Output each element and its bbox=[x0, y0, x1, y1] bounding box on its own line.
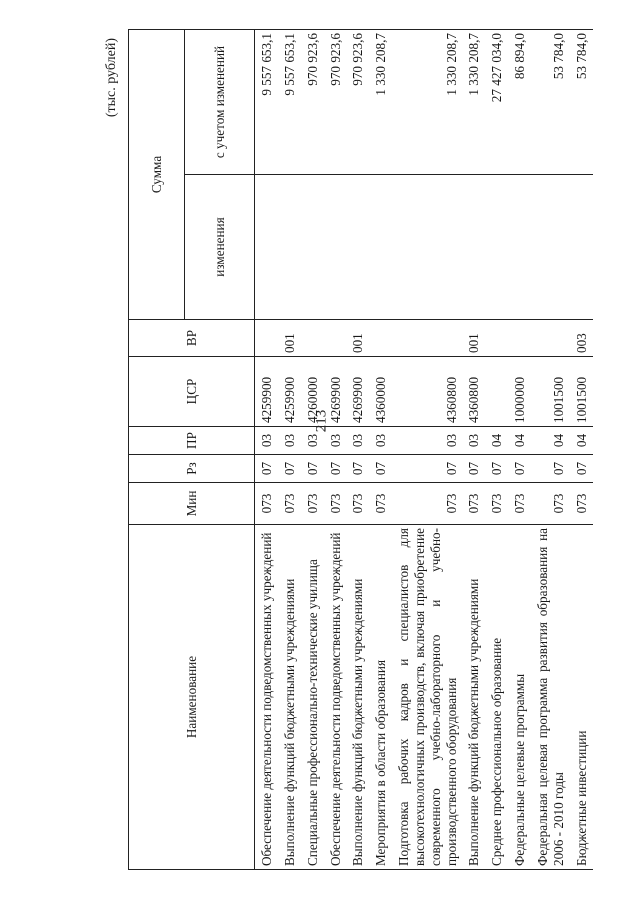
row-csr: 4269900 bbox=[346, 357, 369, 427]
row-name: Выполнение функций бюджетными учреждениями bbox=[278, 525, 301, 870]
row-change bbox=[485, 175, 508, 320]
table-row bbox=[278, 30, 301, 870]
table-row bbox=[485, 30, 508, 870]
row-total: 53 784,0 bbox=[570, 30, 593, 175]
col-header-with-changes: с учетом изменений bbox=[185, 30, 255, 175]
row-vr bbox=[255, 320, 278, 357]
row-csr: 1000000 bbox=[508, 357, 531, 427]
col-header-sum: Сумма bbox=[129, 30, 185, 320]
row-min: 073 bbox=[346, 483, 369, 525]
row-csr: 4259900 bbox=[278, 357, 301, 427]
row-rz: 07 bbox=[462, 455, 485, 483]
table-row bbox=[369, 30, 392, 870]
col-header-change: изменения bbox=[185, 175, 255, 320]
row-pr: 03 bbox=[346, 427, 369, 455]
row-csr: 4259900 bbox=[255, 357, 278, 427]
row-pr: 04 bbox=[485, 427, 508, 455]
row-pr: 03 bbox=[324, 427, 347, 455]
table-row bbox=[462, 30, 485, 870]
row-csr: 4360000 bbox=[369, 357, 392, 427]
row-name: Мероприятия в области образования bbox=[369, 525, 392, 870]
row-pr: 03 bbox=[301, 427, 324, 455]
row-rz: 07 bbox=[508, 455, 531, 483]
row-pr: 03 bbox=[369, 427, 392, 455]
row-total: 970 923,6 bbox=[301, 30, 324, 175]
row-name: Среднее профессиональное образование bbox=[485, 525, 508, 870]
row-min: 073 bbox=[324, 483, 347, 525]
row-vr: 001 bbox=[462, 320, 485, 357]
col-header-name: Наименование bbox=[129, 525, 255, 870]
table-row bbox=[392, 30, 462, 870]
rotated-page bbox=[98, 30, 589, 870]
row-total: 970 923,6 bbox=[324, 30, 347, 175]
row-pr: 03 bbox=[462, 427, 485, 455]
table-row bbox=[301, 30, 324, 870]
row-name: Выполнение функций бюджетными учреждениями bbox=[462, 525, 485, 870]
table-row bbox=[346, 30, 369, 870]
row-csr: 1001500 bbox=[570, 357, 593, 427]
row-csr: 4260000 bbox=[301, 357, 324, 427]
row-vr: 003 bbox=[570, 320, 593, 357]
row-csr: 4360800 bbox=[462, 357, 485, 427]
row-vr bbox=[508, 320, 531, 357]
row-change bbox=[301, 175, 324, 320]
table-container bbox=[98, 30, 589, 870]
row-vr: 001 bbox=[346, 320, 369, 357]
row-pr: 03 bbox=[255, 427, 278, 455]
row-csr: 4360800 bbox=[392, 357, 462, 427]
row-change bbox=[392, 175, 462, 320]
row-vr: 001 bbox=[278, 320, 301, 357]
row-change bbox=[462, 175, 485, 320]
row-vr bbox=[485, 320, 508, 357]
row-total: 9 557 653,1 bbox=[278, 30, 301, 175]
page-number: 213 bbox=[313, 409, 330, 433]
table-body bbox=[255, 30, 593, 870]
row-csr bbox=[485, 357, 508, 427]
row-vr bbox=[369, 320, 392, 357]
row-name: Обеспечение деятельности подведомственных учреждений bbox=[255, 525, 278, 870]
row-rz: 07 bbox=[485, 455, 508, 483]
row-name: Федеральная целевая программа развития образования на 2006 - 2010 годы bbox=[531, 525, 570, 870]
row-pr: 03 bbox=[278, 427, 301, 455]
row-total: 970 923,6 bbox=[346, 30, 369, 175]
row-total: 1 330 208,7 bbox=[392, 30, 462, 175]
row-rz: 07 bbox=[301, 455, 324, 483]
col-header-min: Мин bbox=[129, 483, 255, 525]
row-vr bbox=[531, 320, 570, 357]
units-label: (тыс. рублей) bbox=[104, 38, 119, 118]
row-rz: 07 bbox=[369, 455, 392, 483]
col-header-csr: ЦСР bbox=[129, 357, 255, 427]
row-change bbox=[369, 175, 392, 320]
row-name: Обеспечение деятельности подведомственных учреждений bbox=[324, 525, 347, 870]
row-total: 1 330 208,7 bbox=[462, 30, 485, 175]
row-min: 073 bbox=[508, 483, 531, 525]
table-row bbox=[255, 30, 278, 870]
row-change bbox=[346, 175, 369, 320]
col-header-vr: ВР bbox=[129, 320, 255, 357]
row-min: 073 bbox=[255, 483, 278, 525]
row-min: 073 bbox=[278, 483, 301, 525]
row-name: Бюджетные инвестиции bbox=[570, 525, 593, 870]
row-pr: 04 bbox=[570, 427, 593, 455]
row-total: 27 427 034,0 bbox=[485, 30, 508, 175]
row-rz: 07 bbox=[255, 455, 278, 483]
row-change bbox=[531, 175, 570, 320]
row-pr: 03 bbox=[392, 427, 462, 455]
row-total: 53 784,0 bbox=[531, 30, 570, 175]
row-min: 073 bbox=[531, 483, 570, 525]
row-min: 073 bbox=[485, 483, 508, 525]
table-row bbox=[508, 30, 531, 870]
row-name: Специальные профессионально-технические училища bbox=[301, 525, 324, 870]
row-total: 86 894,0 bbox=[508, 30, 531, 175]
row-pr: 04 bbox=[531, 427, 570, 455]
table-row bbox=[570, 30, 593, 870]
row-rz: 07 bbox=[346, 455, 369, 483]
col-header-rz: Рз bbox=[129, 455, 255, 483]
col-header-pr: ПР bbox=[129, 427, 255, 455]
row-change bbox=[508, 175, 531, 320]
row-name: Выполнение функций бюджетными учреждениями bbox=[346, 525, 369, 870]
row-change bbox=[255, 175, 278, 320]
row-min: 073 bbox=[392, 483, 462, 525]
row-pr: 04 bbox=[508, 427, 531, 455]
table-row bbox=[531, 30, 570, 870]
row-total: 1 330 208,7 bbox=[369, 30, 392, 175]
row-vr bbox=[392, 320, 462, 357]
row-vr bbox=[301, 320, 324, 357]
row-min: 073 bbox=[369, 483, 392, 525]
row-vr bbox=[324, 320, 347, 357]
row-rz: 07 bbox=[570, 455, 593, 483]
row-min: 073 bbox=[462, 483, 485, 525]
row-rz: 07 bbox=[278, 455, 301, 483]
row-name: Федеральные целевые программы bbox=[508, 525, 531, 870]
row-min: 073 bbox=[570, 483, 593, 525]
row-csr: 4269900 bbox=[324, 357, 347, 427]
row-total: 9 557 653,1 bbox=[255, 30, 278, 175]
row-change bbox=[570, 175, 593, 320]
row-change bbox=[278, 175, 301, 320]
table-row bbox=[324, 30, 347, 870]
row-csr: 1001500 bbox=[531, 357, 570, 427]
row-min: 073 bbox=[301, 483, 324, 525]
row-rz: 07 bbox=[324, 455, 347, 483]
row-name: Подготовка рабочих кадров и специалистов для высокотехнологичных производств, включая приобретение современного учебно-лабораторного и учебно-производственного оборудования bbox=[392, 525, 462, 870]
budget-table bbox=[128, 29, 593, 870]
row-rz: 07 bbox=[531, 455, 570, 483]
row-change bbox=[324, 175, 347, 320]
row-rz: 07 bbox=[392, 455, 462, 483]
